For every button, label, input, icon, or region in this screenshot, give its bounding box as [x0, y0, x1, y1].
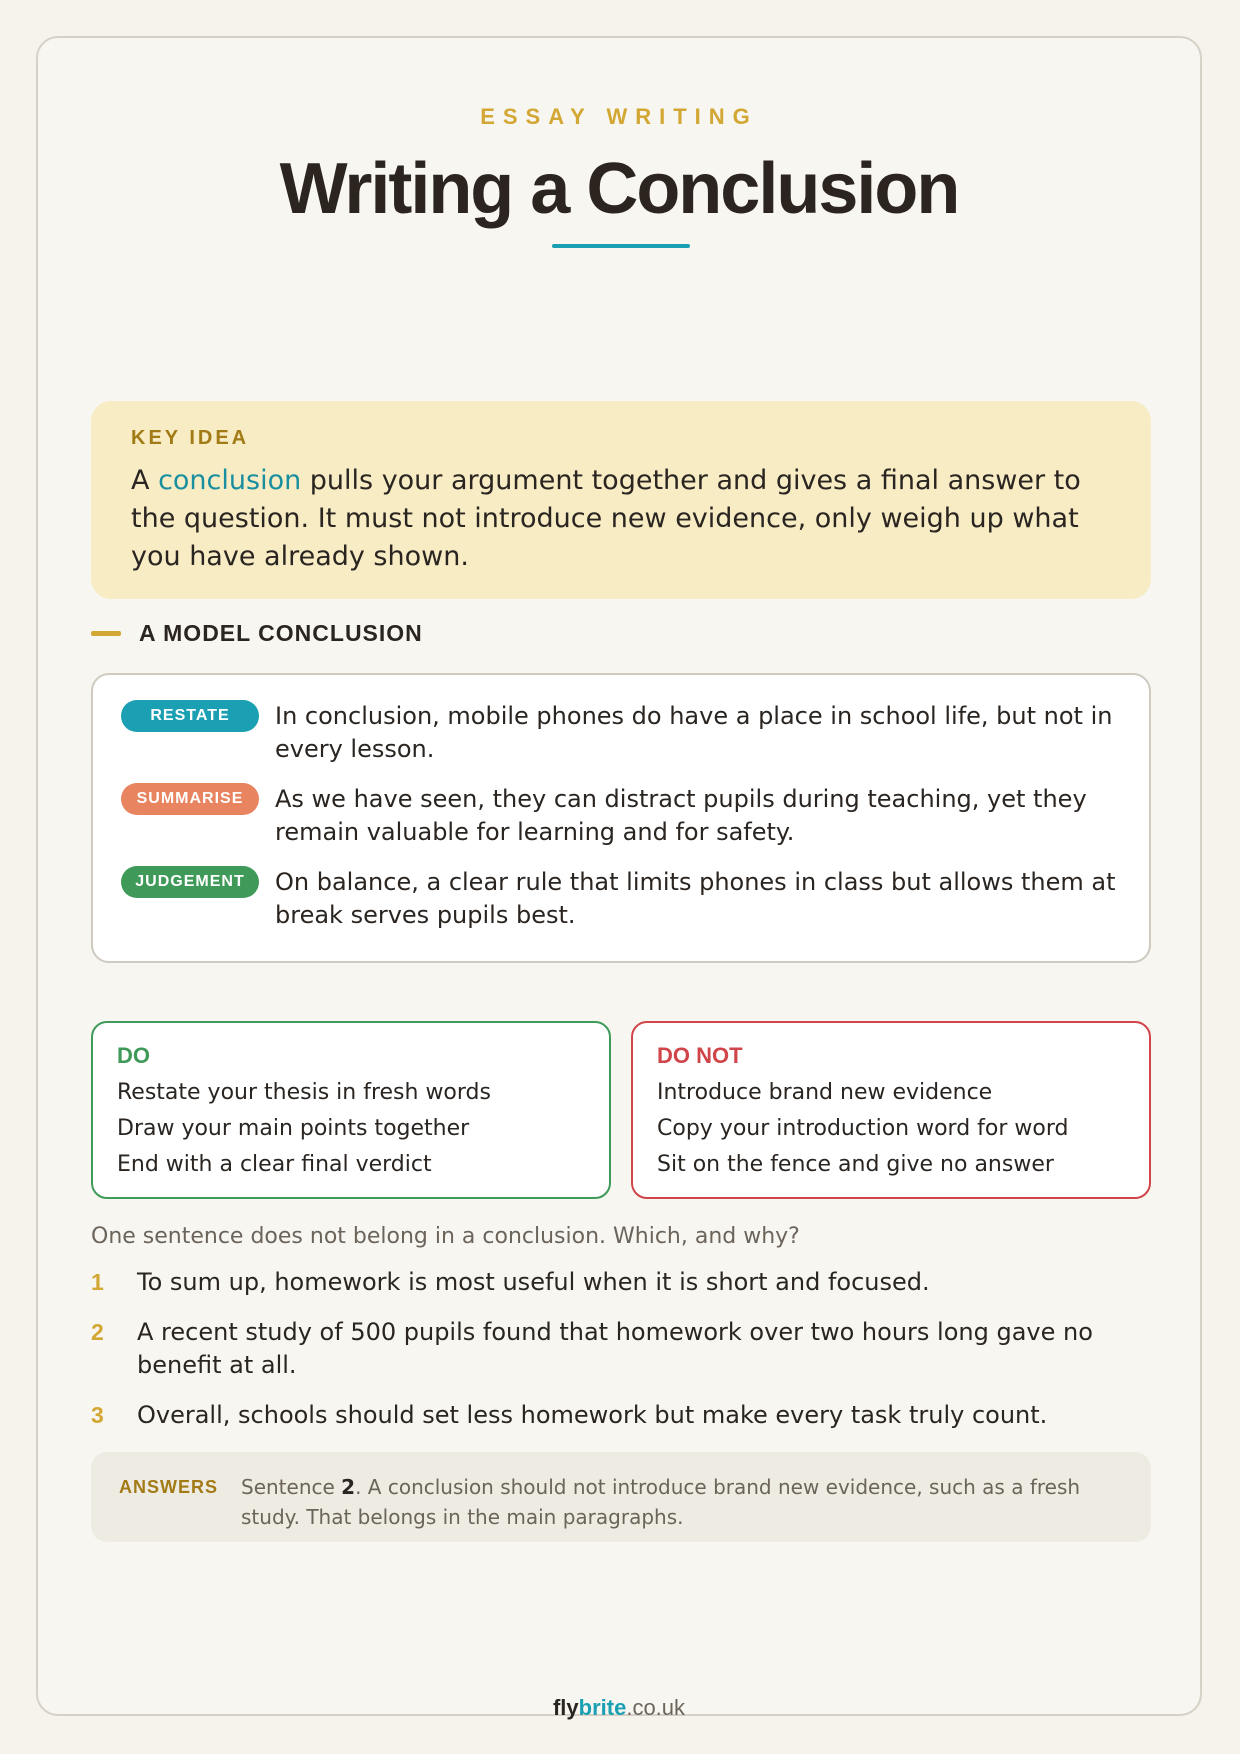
do-not-item: Sit on the fence and give no answer: [657, 1152, 1054, 1177]
brand-fly: fly: [552, 1695, 579, 1720]
eyebrow-label: ESSAY WRITING: [480, 104, 758, 129]
key-idea-highlight: conclusion: [158, 465, 302, 496]
restate-tag: RESTATE: [121, 700, 259, 732]
worksheet-page: [36, 36, 1202, 1720]
model-row-summarise: [121, 783, 1121, 849]
restate-text: In conclusion, mobile phones do have a place in school life, but not in every lesson.: [275, 702, 1113, 763]
do-not-item: Introduce brand new evidence: [657, 1080, 993, 1105]
do-not-title: DO NOT: [657, 1043, 743, 1068]
do-not-item: Copy your introduction word for word: [657, 1116, 1069, 1141]
list-item: [91, 1316, 1151, 1382]
question-sentence: A recent study of 500 pupils found that homework over two hours long gave no benefit at all.: [137, 1318, 1093, 1379]
summarise-text: As we have seen, they can distract pupils during teaching, yet they remain valuable for learning and for safety.: [275, 785, 1087, 846]
model-row-judgement: [121, 866, 1121, 932]
footer-brand: [38, 1695, 1200, 1721]
page-title: Writing a Conclusion: [279, 149, 959, 229]
section-dash: [91, 631, 121, 636]
question-sentence: Overall, schools should set less homework but make every task truly count.: [137, 1401, 1048, 1429]
model-section-label: A MODEL CONCLUSION: [139, 620, 423, 646]
summarise-tag: SUMMARISE: [121, 783, 259, 815]
list-item: [91, 1266, 1151, 1299]
do-item: End with a clear final verdict: [117, 1152, 432, 1177]
question-number: 3: [91, 1402, 104, 1428]
key-idea-text: [131, 462, 1111, 576]
do-not-box: [631, 1021, 1151, 1199]
judgement-text: On balance, a clear rule that limits phones in class but allows them at break serves pupils best.: [275, 868, 1116, 929]
brand-brite: brite: [578, 1695, 627, 1720]
key-idea-box: [91, 401, 1151, 599]
do-item: Draw your main points together: [117, 1116, 470, 1141]
answers-label: ANSWERS: [119, 1477, 219, 1497]
answers-sentence-number: 2: [341, 1475, 356, 1499]
model-section-header: [91, 620, 423, 647]
model-row-restate: [121, 700, 1121, 766]
answers-text: [241, 1472, 1123, 1529]
key-idea-text-after: pulls your argument together and gives a final answer to the question. It must not introduce new evidence, only weigh up what you have already shown.: [131, 465, 1081, 572]
question-list: [91, 1266, 1151, 1449]
judgement-tag: JUDGEMENT: [121, 866, 259, 898]
do-title: DO: [117, 1043, 150, 1068]
key-idea-label: KEY IDEA: [131, 427, 250, 449]
question-sentence: To sum up, homework is most useful when it is short and focused.: [137, 1268, 930, 1296]
do-item: Restate your thesis in fresh words: [117, 1080, 491, 1105]
model-conclusion-box: [91, 673, 1151, 963]
title-underline: [552, 244, 690, 248]
question-number: 2: [91, 1319, 104, 1345]
brand-domain: .co.uk: [626, 1695, 686, 1720]
do-box: [91, 1021, 611, 1199]
question-prompt: One sentence does not belong in a conclusion. Which, and why?: [91, 1224, 800, 1249]
answers-box: [91, 1452, 1151, 1542]
answers-text-after: . A conclusion should not introduce brand new evidence, such as a fresh study. That belongs in the main paragraphs.: [241, 1475, 1081, 1529]
key-idea-text-before: A: [131, 465, 159, 496]
list-item: [91, 1399, 1151, 1432]
question-number: 1: [91, 1269, 104, 1295]
answers-text-before: Sentence: [241, 1475, 342, 1499]
